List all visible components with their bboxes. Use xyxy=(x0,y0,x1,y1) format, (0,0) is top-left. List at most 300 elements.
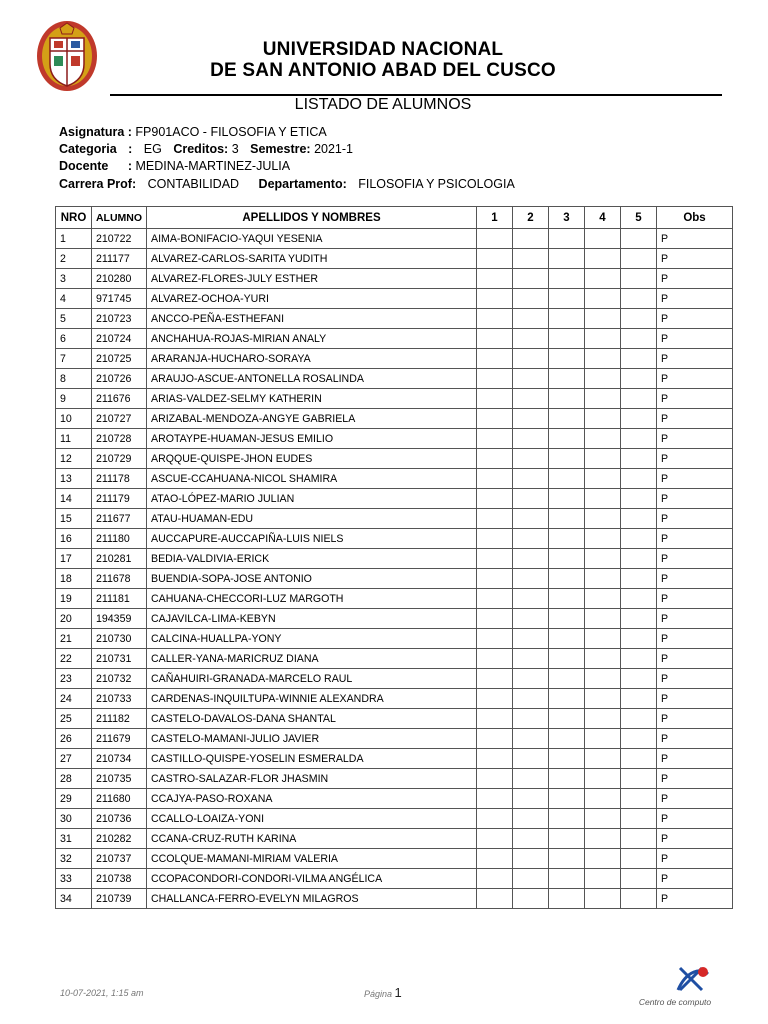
table-row xyxy=(56,369,733,389)
grade-4-cell xyxy=(585,789,621,809)
grade-1-cell xyxy=(477,469,513,489)
table-row xyxy=(56,729,733,749)
grade-2-cell xyxy=(513,669,549,689)
docente-value: MEDINA-MARTINEZ-JULIA xyxy=(135,159,291,173)
grade-3-cell xyxy=(549,869,585,889)
table-row xyxy=(56,549,733,569)
categoria-line xyxy=(59,140,353,158)
grade-2-cell xyxy=(513,729,549,749)
table-row xyxy=(56,809,733,829)
obs-cell: P xyxy=(657,269,733,289)
grade-4-cell xyxy=(585,709,621,729)
grade-5-cell xyxy=(621,829,657,849)
grade-4-cell xyxy=(585,349,621,369)
grade-2-cell xyxy=(513,849,549,869)
table-row xyxy=(56,469,733,489)
nro-cell: 24 xyxy=(56,689,92,709)
student-name-cell: CAÑAHUIRI-GRANADA-MARCELO RAUL xyxy=(147,669,477,689)
obs-cell: P xyxy=(657,489,733,509)
nro-cell: 28 xyxy=(56,769,92,789)
table-row xyxy=(56,609,733,629)
grade-1-cell xyxy=(477,229,513,249)
student-name-cell: AROTAYPE-HUAMAN-JESUS EMILIO xyxy=(147,429,477,449)
nro-cell: 33 xyxy=(56,869,92,889)
grade-3-cell xyxy=(549,229,585,249)
grade-1-cell xyxy=(477,289,513,309)
student-roster-table xyxy=(55,206,733,909)
student-code-cell: 210729 xyxy=(92,449,147,469)
student-code-cell: 971745 xyxy=(92,289,147,309)
grade-2-cell xyxy=(513,489,549,509)
grade-5-cell xyxy=(621,689,657,709)
grade-4-cell xyxy=(585,229,621,249)
grade-3-cell xyxy=(549,429,585,449)
grade-1-cell xyxy=(477,489,513,509)
table-row xyxy=(56,689,733,709)
student-code-cell: 210722 xyxy=(92,229,147,249)
column-header: ALUMNO xyxy=(92,207,147,229)
categoria-label: Categoria xyxy=(59,142,117,156)
obs-cell: P xyxy=(657,429,733,449)
student-name-cell: ALVAREZ-CARLOS-SARITA YUDITH xyxy=(147,249,477,269)
grade-3-cell xyxy=(549,769,585,789)
student-code-cell: 211181 xyxy=(92,589,147,609)
grade-5-cell xyxy=(621,609,657,629)
student-name-cell: CASTELO-DAVALOS-DANA SHANTAL xyxy=(147,709,477,729)
grade-1-cell xyxy=(477,869,513,889)
grade-3-cell xyxy=(549,689,585,709)
obs-cell: P xyxy=(657,749,733,769)
nro-cell: 26 xyxy=(56,729,92,749)
grade-5-cell xyxy=(621,809,657,829)
table-row xyxy=(56,309,733,329)
page-number: 1 xyxy=(394,985,402,1000)
student-name-cell: BUENDIA-SOPA-JOSE ANTONIO xyxy=(147,569,477,589)
grade-1-cell xyxy=(477,689,513,709)
grade-2-cell xyxy=(513,369,549,389)
student-code-cell: 210739 xyxy=(92,889,147,909)
grade-5-cell xyxy=(621,249,657,269)
table-row xyxy=(56,409,733,429)
student-name-cell: CCALLO-LOAIZA-YONI xyxy=(147,809,477,829)
nro-cell: 14 xyxy=(56,489,92,509)
student-code-cell: 210737 xyxy=(92,849,147,869)
obs-cell: P xyxy=(657,229,733,249)
student-name-cell: ALVAREZ-OCHOA-YURI xyxy=(147,289,477,309)
docente-line xyxy=(59,157,290,175)
column-header: 5 xyxy=(621,207,657,229)
student-code-cell: 210725 xyxy=(92,349,147,369)
obs-cell: P xyxy=(657,529,733,549)
grade-2-cell xyxy=(513,709,549,729)
grade-3-cell xyxy=(549,269,585,289)
grade-5-cell xyxy=(621,709,657,729)
grade-3-cell xyxy=(549,409,585,429)
grade-1-cell xyxy=(477,749,513,769)
student-code-cell: 210724 xyxy=(92,329,147,349)
grade-2-cell xyxy=(513,309,549,329)
grade-4-cell xyxy=(585,589,621,609)
grade-4-cell xyxy=(585,509,621,529)
student-name-cell: CALCINA-HUALLPA-YONY xyxy=(147,629,477,649)
student-name-cell: CCOPACONDORI-CONDORI-VILMA ANGÉLICA xyxy=(147,869,477,889)
grade-3-cell xyxy=(549,289,585,309)
student-name-cell: CHALLANCA-FERRO-EVELYN MILAGROS xyxy=(147,889,477,909)
grade-4-cell xyxy=(585,669,621,689)
grade-5-cell xyxy=(621,269,657,289)
student-code-cell: 210738 xyxy=(92,869,147,889)
nro-cell: 8 xyxy=(56,369,92,389)
table-row xyxy=(56,489,733,509)
creditos-label: Creditos: xyxy=(173,142,229,156)
grade-1-cell xyxy=(477,609,513,629)
column-header: 1 xyxy=(477,207,513,229)
grade-5-cell xyxy=(621,289,657,309)
student-name-cell: CASTRO-SALAZAR-FLOR JHASMIN xyxy=(147,769,477,789)
grade-4-cell xyxy=(585,629,621,649)
obs-cell: P xyxy=(657,289,733,309)
grade-5-cell xyxy=(621,789,657,809)
student-name-cell: ASCUE-CCAHUANA-NICOL SHAMIRA xyxy=(147,469,477,489)
grade-1-cell xyxy=(477,369,513,389)
grade-4-cell xyxy=(585,529,621,549)
grade-2-cell xyxy=(513,549,549,569)
nro-cell: 16 xyxy=(56,529,92,549)
table-row xyxy=(56,349,733,369)
grade-3-cell xyxy=(549,749,585,769)
student-code-cell: 211677 xyxy=(92,509,147,529)
table-row xyxy=(56,849,733,869)
grade-2-cell xyxy=(513,869,549,889)
carrera-line xyxy=(59,175,515,193)
student-code-cell: 210727 xyxy=(92,409,147,429)
student-code-cell: 210281 xyxy=(92,549,147,569)
student-code-cell: 210282 xyxy=(92,829,147,849)
grade-5-cell xyxy=(621,529,657,549)
grade-1-cell xyxy=(477,649,513,669)
docente-colon: : xyxy=(127,159,132,173)
obs-cell: P xyxy=(657,349,733,369)
table-row xyxy=(56,649,733,669)
student-code-cell: 210280 xyxy=(92,269,147,289)
asignatura-label: Asignatura : xyxy=(59,125,132,139)
page-indicator xyxy=(364,985,402,1000)
grade-1-cell xyxy=(477,529,513,549)
grade-5-cell xyxy=(621,469,657,489)
student-name-cell: CARDENAS-INQUILTUPA-WINNIE ALEXANDRA xyxy=(147,689,477,709)
student-name-cell: ARIZABAL-MENDOZA-ANGYE GABRIELA xyxy=(147,409,477,429)
obs-cell: P xyxy=(657,569,733,589)
nro-cell: 34 xyxy=(56,889,92,909)
grade-1-cell xyxy=(477,809,513,829)
categoria-colon: : xyxy=(128,142,133,156)
grade-3-cell xyxy=(549,849,585,869)
grade-2-cell xyxy=(513,469,549,489)
obs-cell: P xyxy=(657,869,733,889)
grade-3-cell xyxy=(549,549,585,569)
grade-4-cell xyxy=(585,449,621,469)
grade-4-cell xyxy=(585,729,621,749)
grade-1-cell xyxy=(477,249,513,269)
grade-4-cell xyxy=(585,369,621,389)
grade-4-cell xyxy=(585,429,621,449)
grade-3-cell xyxy=(549,589,585,609)
nro-cell: 29 xyxy=(56,789,92,809)
nro-cell: 11 xyxy=(56,429,92,449)
grade-4-cell xyxy=(585,269,621,289)
obs-cell: P xyxy=(657,249,733,269)
grade-4-cell xyxy=(585,609,621,629)
table-row xyxy=(56,709,733,729)
student-name-cell: ANCCO-PEÑA-ESTHEFANI xyxy=(147,309,477,329)
nro-cell: 3 xyxy=(56,269,92,289)
obs-cell: P xyxy=(657,389,733,409)
grade-5-cell xyxy=(621,309,657,329)
grade-1-cell xyxy=(477,769,513,789)
obs-cell: P xyxy=(657,449,733,469)
grade-1-cell xyxy=(477,409,513,429)
student-name-cell: CAJAVILCA-LIMA-KEBYN xyxy=(147,609,477,629)
table-row xyxy=(56,789,733,809)
grade-2-cell xyxy=(513,249,549,269)
obs-cell: P xyxy=(657,649,733,669)
nro-cell: 13 xyxy=(56,469,92,489)
table-row xyxy=(56,749,733,769)
grade-4-cell xyxy=(585,649,621,669)
grade-4-cell xyxy=(585,769,621,789)
document-title: LISTADO DE ALUMNOS xyxy=(294,96,472,113)
grade-5-cell xyxy=(621,589,657,609)
computing-center-logo-icon xyxy=(672,960,716,994)
grade-5-cell xyxy=(621,389,657,409)
grade-3-cell xyxy=(549,629,585,649)
student-code-cell: 211676 xyxy=(92,389,147,409)
grade-1-cell xyxy=(477,729,513,749)
grade-1-cell xyxy=(477,509,513,529)
grade-3-cell xyxy=(549,529,585,549)
grade-3-cell xyxy=(549,449,585,469)
grade-4-cell xyxy=(585,469,621,489)
grade-2-cell xyxy=(513,889,549,909)
student-name-cell: ARARANJA-HUCHARO-SORAYA xyxy=(147,349,477,369)
grade-1-cell xyxy=(477,669,513,689)
university-name-line1: UNIVERSIDAD NACIONAL xyxy=(262,39,504,60)
grade-1-cell xyxy=(477,449,513,469)
grade-4-cell xyxy=(585,849,621,869)
student-name-cell: AIMA-BONIFACIO-YAQUI YESENIA xyxy=(147,229,477,249)
student-code-cell: 211679 xyxy=(92,729,147,749)
grade-1-cell xyxy=(477,849,513,869)
obs-cell: P xyxy=(657,789,733,809)
column-header: 3 xyxy=(549,207,585,229)
student-code-cell: 194359 xyxy=(92,609,147,629)
nro-cell: 6 xyxy=(56,329,92,349)
nro-cell: 4 xyxy=(56,289,92,309)
obs-cell: P xyxy=(657,629,733,649)
docente-label: Docente xyxy=(59,159,109,173)
page-label: Página xyxy=(364,989,393,999)
grade-4-cell xyxy=(585,549,621,569)
column-header: 2 xyxy=(513,207,549,229)
obs-cell: P xyxy=(657,549,733,569)
nro-cell: 17 xyxy=(56,549,92,569)
grade-5-cell xyxy=(621,349,657,369)
table-row xyxy=(56,389,733,409)
column-header: NRO xyxy=(56,207,92,229)
obs-cell: P xyxy=(657,309,733,329)
nro-cell: 31 xyxy=(56,829,92,849)
grade-3-cell xyxy=(549,669,585,689)
student-name-cell: CCOLQUE-MAMANI-MIRIAM VALERIA xyxy=(147,849,477,869)
student-code-cell: 210734 xyxy=(92,749,147,769)
grade-5-cell xyxy=(621,509,657,529)
table-row xyxy=(56,269,733,289)
grade-5-cell xyxy=(621,769,657,789)
obs-cell: P xyxy=(657,669,733,689)
grade-2-cell xyxy=(513,269,549,289)
grade-3-cell xyxy=(549,329,585,349)
grade-1-cell xyxy=(477,349,513,369)
table-row xyxy=(56,249,733,269)
grade-5-cell xyxy=(621,889,657,909)
semestre-value: 2021-1 xyxy=(314,142,354,156)
obs-cell: P xyxy=(657,609,733,629)
obs-cell: P xyxy=(657,409,733,429)
table-row xyxy=(56,669,733,689)
grade-4-cell xyxy=(585,569,621,589)
grade-4-cell xyxy=(585,889,621,909)
grade-4-cell xyxy=(585,249,621,269)
grade-5-cell xyxy=(621,569,657,589)
table-row xyxy=(56,329,733,349)
student-name-cell: CCANA-CRUZ-RUTH KARINA xyxy=(147,829,477,849)
grade-5-cell xyxy=(621,869,657,889)
grade-2-cell xyxy=(513,509,549,529)
student-code-cell: 210732 xyxy=(92,669,147,689)
obs-cell: P xyxy=(657,829,733,849)
grade-2-cell xyxy=(513,769,549,789)
table-row xyxy=(56,769,733,789)
student-name-cell: ARIAS-VALDEZ-SELMY KATHERIN xyxy=(147,389,477,409)
obs-cell: P xyxy=(657,849,733,869)
roster-body xyxy=(56,229,733,909)
grade-2-cell xyxy=(513,749,549,769)
student-name-cell: CAHUANA-CHECCORI-LUZ MARGOTH xyxy=(147,589,477,609)
grade-2-cell xyxy=(513,649,549,669)
grade-5-cell xyxy=(621,429,657,449)
nro-cell: 32 xyxy=(56,849,92,869)
grade-4-cell xyxy=(585,309,621,329)
grade-2-cell xyxy=(513,829,549,849)
grade-1-cell xyxy=(477,829,513,849)
university-name-line2: DE SAN ANTONIO ABAD DEL CUSCO xyxy=(210,60,556,81)
grade-1-cell xyxy=(477,549,513,569)
grade-2-cell xyxy=(513,449,549,469)
grade-4-cell xyxy=(585,689,621,709)
grade-2-cell xyxy=(513,289,549,309)
table-row xyxy=(56,509,733,529)
grade-2-cell xyxy=(513,629,549,649)
grade-3-cell xyxy=(549,469,585,489)
grade-5-cell xyxy=(621,369,657,389)
university-crest-icon xyxy=(36,20,98,92)
student-code-cell: 210731 xyxy=(92,649,147,669)
grade-1-cell xyxy=(477,789,513,809)
student-name-cell: BEDIA-VALDIVIA-ERICK xyxy=(147,549,477,569)
student-name-cell: ALVAREZ-FLORES-JULY ESTHER xyxy=(147,269,477,289)
student-code-cell: 210723 xyxy=(92,309,147,329)
carrera-value: CONTABILIDAD xyxy=(147,177,240,191)
grade-5-cell xyxy=(621,489,657,509)
grade-3-cell xyxy=(549,609,585,629)
nro-cell: 7 xyxy=(56,349,92,369)
grade-5-cell xyxy=(621,409,657,429)
grade-2-cell xyxy=(513,589,549,609)
table-row xyxy=(56,889,733,909)
grade-3-cell xyxy=(549,509,585,529)
asignatura-value: FP901ACO - FILOSOFIA Y ETICA xyxy=(135,125,327,139)
nro-cell: 20 xyxy=(56,609,92,629)
table-row xyxy=(56,289,733,309)
table-row xyxy=(56,229,733,249)
carrera-label: Carrera Prof: xyxy=(59,177,137,191)
student-name-cell: ANCHAHUA-ROJAS-MIRIAN ANALY xyxy=(147,329,477,349)
grade-4-cell xyxy=(585,409,621,429)
grade-2-cell xyxy=(513,529,549,549)
nro-cell: 1 xyxy=(56,229,92,249)
grade-3-cell xyxy=(549,809,585,829)
grade-5-cell xyxy=(621,329,657,349)
departamento-value: FILOSOFIA Y PSICOLOGIA xyxy=(358,177,515,191)
obs-cell: P xyxy=(657,769,733,789)
grade-5-cell xyxy=(621,729,657,749)
nro-cell: 22 xyxy=(56,649,92,669)
grade-4-cell xyxy=(585,489,621,509)
obs-cell: P xyxy=(657,469,733,489)
obs-cell: P xyxy=(657,509,733,529)
student-name-cell: AUCCAPURE-AUCCAPIÑA-LUIS NIELS xyxy=(147,529,477,549)
grade-5-cell xyxy=(621,749,657,769)
grade-1-cell xyxy=(477,709,513,729)
grade-4-cell xyxy=(585,749,621,769)
nro-cell: 12 xyxy=(56,449,92,469)
grade-3-cell xyxy=(549,829,585,849)
grade-1-cell xyxy=(477,269,513,289)
student-name-cell: ATAU-HUAMAN-EDU xyxy=(147,509,477,529)
grade-3-cell xyxy=(549,789,585,809)
grade-2-cell xyxy=(513,689,549,709)
grade-2-cell xyxy=(513,389,549,409)
table-header-row xyxy=(56,207,733,229)
grade-3-cell xyxy=(549,649,585,669)
student-name-cell: ARAUJO-ASCUE-ANTONELLA ROSALINDA xyxy=(147,369,477,389)
categoria-value: EG xyxy=(143,142,162,156)
student-code-cell: 211178 xyxy=(92,469,147,489)
obs-cell: P xyxy=(657,329,733,349)
student-code-cell: 210730 xyxy=(92,629,147,649)
student-code-cell: 210736 xyxy=(92,809,147,829)
asignatura-line xyxy=(59,123,327,141)
student-code-cell: 210733 xyxy=(92,689,147,709)
grade-5-cell xyxy=(621,629,657,649)
obs-cell: P xyxy=(657,369,733,389)
grade-3-cell xyxy=(549,489,585,509)
grade-1-cell xyxy=(477,589,513,609)
grade-4-cell xyxy=(585,329,621,349)
grade-1-cell xyxy=(477,329,513,349)
nro-cell: 23 xyxy=(56,669,92,689)
grade-3-cell xyxy=(549,729,585,749)
